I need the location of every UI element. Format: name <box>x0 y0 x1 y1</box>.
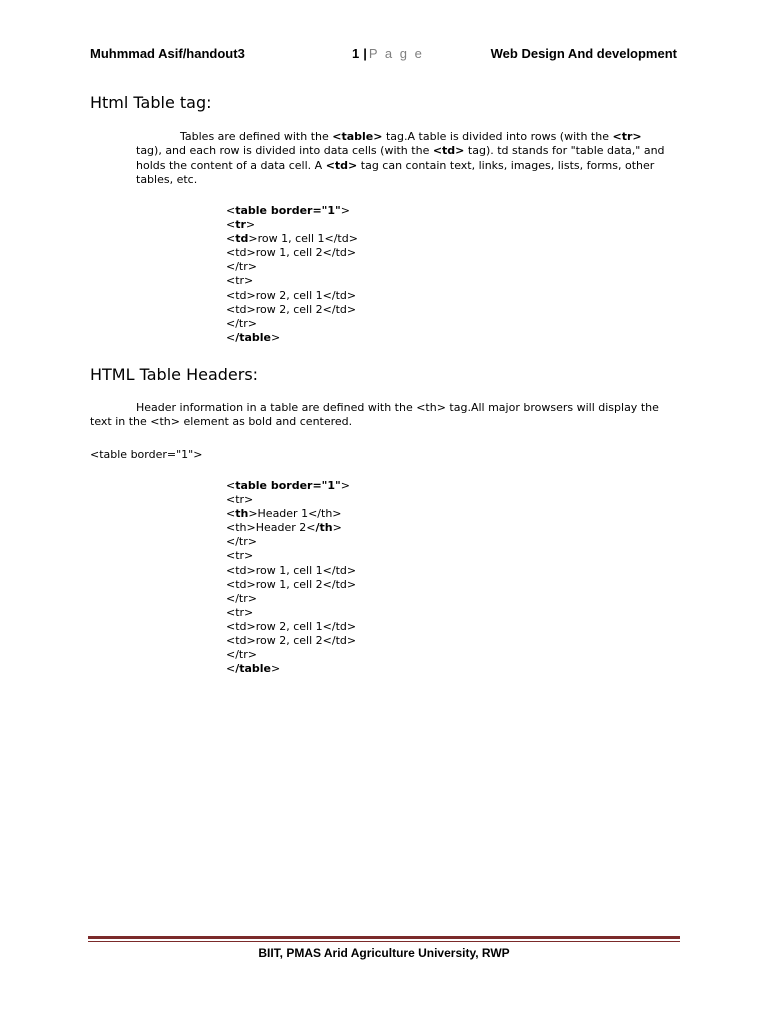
code-line: </tr> <box>226 316 257 330</box>
code-line: <table border="1"> <box>226 479 351 492</box>
code-line: <th>Header 1</th> <box>226 507 342 521</box>
code-line: <th>Header 2</th> <box>226 521 342 535</box>
code-line: <tr> <box>226 605 254 619</box>
footer-rule-thin <box>88 941 680 942</box>
section-title-table-tag: Html Table tag: <box>90 93 212 112</box>
code-line: <td>row 2, cell 2</td> <box>226 302 357 316</box>
code-line: <tr> <box>226 493 254 507</box>
code-line: <td>row 2, cell 1</td> <box>226 288 357 302</box>
header-right: Web Design And development <box>490 46 677 61</box>
code-line: <td>row 1, cell 2</td> <box>226 577 357 591</box>
code-line: </tr> <box>226 648 257 662</box>
code-line: <td>row 1, cell 1</td> <box>226 232 358 246</box>
footer-text: BIIT, PMAS Arid Agriculture University, RWP <box>258 946 510 960</box>
code-line: <tr> <box>226 274 254 288</box>
code-line: </tr> <box>226 591 257 605</box>
code-example-table-headers <box>226 479 356 676</box>
code-line: <tr> <box>226 549 254 563</box>
code-line: <td>row 2, cell 2</td> <box>226 634 357 648</box>
code-line: </table> <box>226 330 281 344</box>
page-word: P a g e <box>368 46 424 61</box>
code-line: <tr> <box>226 218 256 232</box>
page-indicator <box>352 46 424 61</box>
code-line: </tr> <box>226 260 257 274</box>
code-line: <table border="1"> <box>226 204 351 217</box>
header-left: Muhmmad Asif/handout3 <box>90 46 245 61</box>
table-tag-paragraph: Tables are defined with the <table> tag.A table is divided into rows (with the <tr> tag), and each row is divided into data cells (with the <td> tag). td stands for "table data," and holds the content of a data cell. A <td> tag can contain text, links, images, lists, forms, other tables, etc. <box>136 130 665 186</box>
code-line: <td>row 1, cell 1</td> <box>226 563 357 577</box>
page-number: 1 <box>352 46 360 61</box>
code-line: <td>row 1, cell 2</td> <box>226 246 357 260</box>
code-example-table <box>226 204 358 345</box>
page-separator: | <box>363 46 367 61</box>
code-line: <td>row 2, cell 1</td> <box>226 619 357 633</box>
code-line: </table> <box>226 662 281 676</box>
code-line: </tr> <box>226 535 257 549</box>
table-headers-paragraph: Header information in a table are defined with the <th> tag.All major browsers will display the text in the <th> element as bold and centered. <box>90 401 659 429</box>
table-border-snippet: <table border="1"> <box>90 448 203 461</box>
section-title-table-headers: HTML Table Headers: <box>90 365 259 384</box>
footer-rule-thick <box>88 936 680 939</box>
